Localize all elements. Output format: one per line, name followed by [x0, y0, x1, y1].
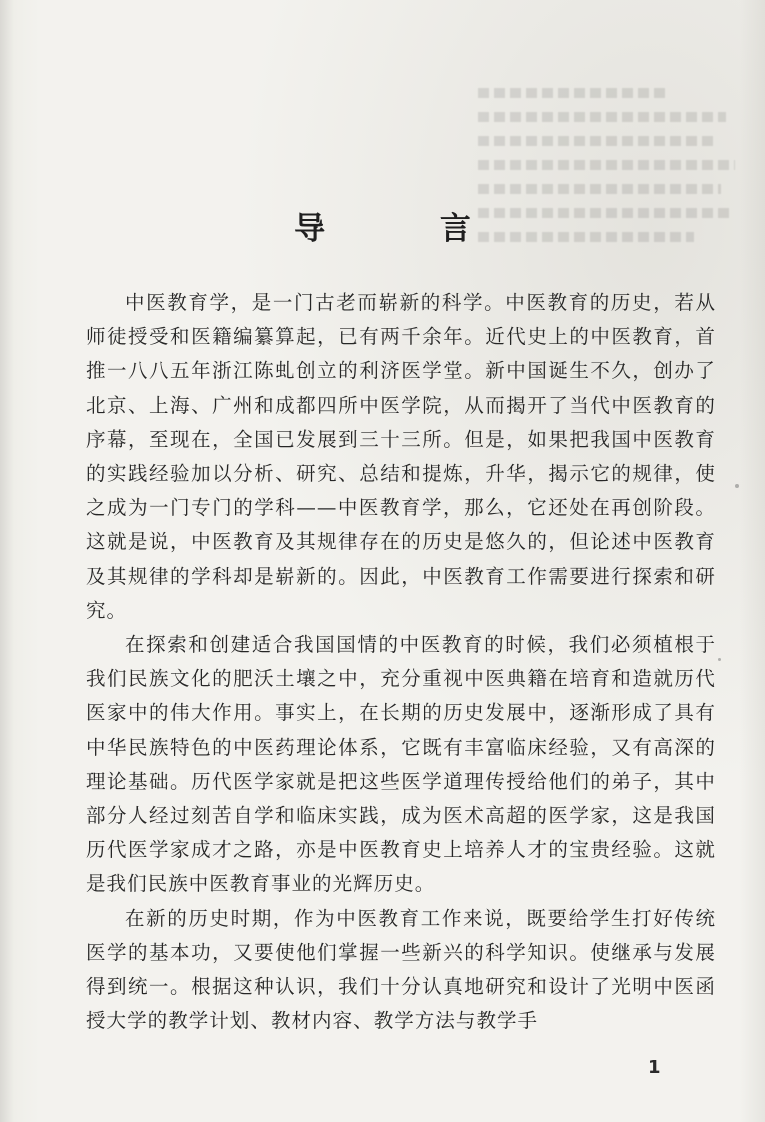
scan-speck	[735, 484, 739, 488]
scan-speck	[718, 658, 721, 661]
bleed-through-text	[478, 88, 748, 288]
paragraph: 在探索和创建适合我国国情的中医教育的时候，我们必须植根于我们民族文化的肥沃土壤之中，充分重视中医典籍在培育和造就历代医家中的伟大作用。事实上，在长期的历史发展中，逐渐形成了具有中华民族特色的中医药理论体系，它既有丰富临床经验，又有高深的理论基础。历代医学家就是把这些医学道理传授给他们的弟子，其中部分人经过刻苦自学和临床实践，成为医术高超的医学家，这是我国历代医学家成才之路，亦是中医教育史上培养人才的宝贵经验。这就是我们民族中医教育事业的光辉历史。	[86, 633, 716, 896]
body-text	[86, 286, 716, 1038]
page-title: 导 言	[294, 211, 523, 247]
page-number: 1	[648, 1057, 661, 1078]
paragraph: 在新的历史时期，作为中医教育工作来说，既要给学生打好传统医学的基本功，又要使他们掌握一些新兴的科学知识。使继承与发展得到统一。根据这种认识，我们十分认真地研究和设计了光明中医函授大学的教学计划、教材内容、教学方法与教学手	[86, 906, 716, 1033]
paragraph: 中医教育学，是一门古老而崭新的科学。中医教育的历史，若从师徒授受和医籍编纂算起，已有两千余年。近代史上的中医教育，首推一八八五年浙江陈虬创立的利济医学堂。新中国诞生不久，创办了北京、上海、广州和成都四所中医学院，从而揭开了当代中医教育的序幕，至现在，全国已发展到三十三所。但是，如果把我国中医教育的实践经验加以分析、研究、总结和提炼，升华，揭示它的规律，使之成为一门专门的学科——中医教育学，那么，它还处在再创阶段。这就是说，中医教育及其规律存在的历史是悠久的，但论述中医教育及其规律的学科却是崭新的。因此，中医教育工作需要进行探索和研究。	[86, 291, 716, 622]
